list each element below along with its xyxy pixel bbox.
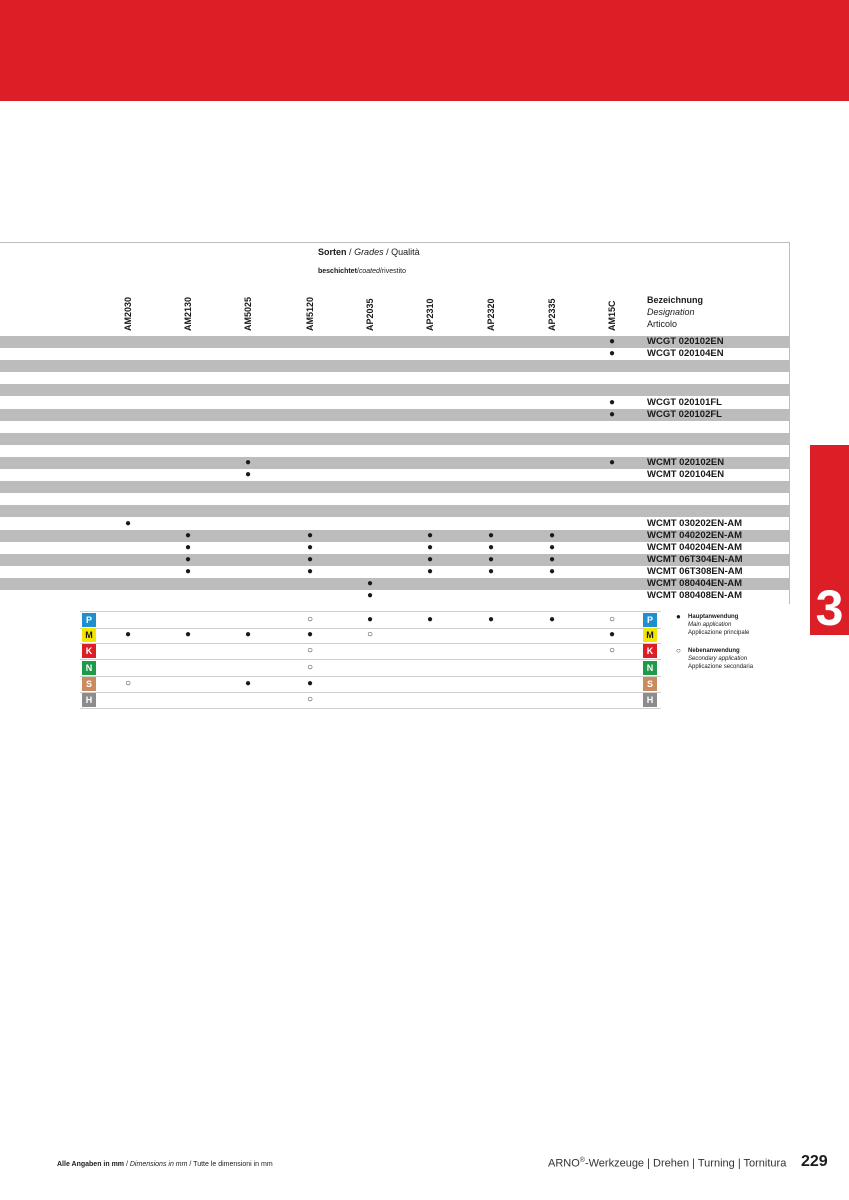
main-application-icon: ● xyxy=(548,614,556,625)
filled-dot-icon: ● xyxy=(676,612,681,621)
material-row-k xyxy=(80,643,661,660)
table-row xyxy=(0,481,789,493)
material-row-n xyxy=(80,660,661,677)
page-number: 229 xyxy=(801,1153,828,1170)
application-dot-icon: ● xyxy=(487,565,495,577)
material-label-s: S xyxy=(643,677,657,691)
grade-header-am2030: AM2030 xyxy=(123,296,133,331)
application-dot-icon: ● xyxy=(306,565,314,577)
top-color-band xyxy=(0,0,849,101)
application-dot-icon: ● xyxy=(124,517,132,529)
designation-cell: WCMT 080404EN-AM xyxy=(647,578,743,589)
application-dot-icon: ● xyxy=(244,469,252,481)
grades-header: Sorten / Grades / Qualità xyxy=(318,247,420,257)
secondary-application-icon: ○ xyxy=(366,629,374,641)
main-application-icon: ● xyxy=(244,677,252,689)
table-row xyxy=(0,348,789,360)
table-row xyxy=(0,409,789,421)
application-dot-icon: ● xyxy=(306,553,314,565)
grade-header-ap2310: AP2310 xyxy=(425,298,435,331)
grade-header-am5120: AM5120 xyxy=(305,296,315,331)
secondary-application-icon: ○ xyxy=(124,677,132,689)
table-row xyxy=(0,493,789,505)
material-label-m: M xyxy=(82,628,96,642)
application-dot-icon: ● xyxy=(608,336,616,347)
material-label-h: H xyxy=(643,693,657,707)
chapter-tab[interactable] xyxy=(810,445,849,635)
main-application-icon: ● xyxy=(124,629,132,641)
secondary-application-icon: ○ xyxy=(306,694,314,705)
designation-cell: WCMT 06T304EN-AM xyxy=(647,553,743,565)
legend-secondary-en: Secondary application xyxy=(688,656,748,662)
application-dot-icon: ● xyxy=(184,529,192,541)
table-row xyxy=(0,336,789,348)
table-row xyxy=(0,384,789,396)
designation-cell: WCMT 020104EN xyxy=(647,469,725,481)
material-label-p: P xyxy=(643,613,657,627)
secondary-application-icon: ○ xyxy=(608,645,616,657)
material-label-s: S xyxy=(82,677,96,691)
legend-main-de: Hauptanwendung xyxy=(688,614,739,620)
application-dot-icon: ● xyxy=(426,553,434,565)
application-dot-icon: ● xyxy=(487,541,495,553)
table-row xyxy=(0,433,789,445)
grade-header-am5025: AM5025 xyxy=(243,296,253,331)
application-dot-icon: ● xyxy=(184,565,192,577)
application-dot-icon: ● xyxy=(184,553,192,565)
material-label-n: N xyxy=(82,661,96,675)
table-row xyxy=(0,457,789,469)
material-label-m: M xyxy=(643,628,657,642)
main-application-icon: ● xyxy=(366,614,374,625)
designation-cell: WCMT 040202EN-AM xyxy=(647,529,743,541)
application-dot-icon: ● xyxy=(608,408,616,420)
designation-header-it: Articolo xyxy=(647,319,678,329)
legend-secondary-it: Applicazione secondaria xyxy=(688,664,754,670)
coated-header: beschichtet/coated/rivestito xyxy=(318,268,406,275)
designation-cell: WCGT 020102FL xyxy=(647,408,722,420)
designation-cell: WCMT 030202EN-AM xyxy=(647,517,743,529)
application-dot-icon: ● xyxy=(548,529,556,541)
table-row xyxy=(0,421,789,433)
chapter-number: 3 xyxy=(815,580,844,636)
application-dot-icon: ● xyxy=(426,565,434,577)
footer-section-title: ARNO®-Werkzeuge | Drehen | Turning | Tornitura xyxy=(548,1157,787,1170)
grade-header-ap2335: AP2335 xyxy=(547,298,557,331)
table-row xyxy=(0,360,789,372)
table-row xyxy=(0,590,789,602)
secondary-application-icon: ○ xyxy=(306,614,314,625)
secondary-application-icon: ○ xyxy=(608,614,616,625)
application-dot-icon: ● xyxy=(548,541,556,553)
application-dot-icon: ● xyxy=(244,457,252,468)
material-label-h: H xyxy=(82,693,96,707)
application-dot-icon: ● xyxy=(366,590,374,602)
application-dot-icon: ● xyxy=(548,553,556,565)
material-row-h xyxy=(80,692,661,709)
designation-cell: WCMT 06T308EN-AM xyxy=(647,565,743,577)
main-application-icon: ● xyxy=(306,677,314,689)
designation-header xyxy=(647,294,703,330)
hollow-dot-icon: ○ xyxy=(676,646,681,655)
table-row xyxy=(0,566,789,578)
material-label-k: K xyxy=(643,644,657,658)
material-label-p: P xyxy=(82,613,96,627)
application-dot-icon: ● xyxy=(608,348,616,360)
material-label-k: K xyxy=(82,644,96,658)
table-row xyxy=(0,578,789,590)
main-application-icon: ● xyxy=(184,629,192,641)
footer-dimensions-note: Alle Angaben in mm / Dimensions in mm / Tutte le dimensioni in mm xyxy=(57,1161,273,1168)
application-dot-icon: ● xyxy=(184,541,192,553)
application-dot-icon: ● xyxy=(366,578,374,589)
grade-header-am15c: AM15C xyxy=(607,300,617,331)
main-application-icon: ● xyxy=(306,629,314,641)
grade-header-ap2320: AP2320 xyxy=(486,298,496,331)
legend-main-en: Main application xyxy=(688,622,732,628)
application-dot-icon: ● xyxy=(548,565,556,577)
designation-cell: WCMT 040204EN-AM xyxy=(647,541,743,553)
designation-header-de: Bezeichnung xyxy=(647,295,704,305)
application-dot-icon: ● xyxy=(426,529,434,541)
application-dot-icon: ● xyxy=(487,529,495,541)
main-application-icon: ● xyxy=(426,614,434,625)
main-application-icon: ● xyxy=(244,629,252,641)
designation-cell: WCMT 020102EN xyxy=(647,457,725,468)
secondary-application-icon: ○ xyxy=(306,645,314,657)
table-row xyxy=(0,554,789,566)
table-row xyxy=(0,469,789,481)
table-row xyxy=(0,372,789,384)
table-row xyxy=(0,445,789,457)
main-application-icon: ● xyxy=(608,629,616,641)
application-dot-icon: ● xyxy=(306,541,314,553)
application-dot-icon: ● xyxy=(426,541,434,553)
material-row-s xyxy=(80,676,661,693)
designation-cell: WCMT 080408EN-AM xyxy=(647,590,743,602)
table-row xyxy=(0,542,789,554)
legend-main-it: Applicazione principale xyxy=(688,630,750,636)
designation-cell: WCGT 020101FL xyxy=(647,396,722,408)
material-label-n: N xyxy=(643,661,657,675)
table-row xyxy=(0,397,789,409)
application-dot-icon: ● xyxy=(608,457,616,468)
table-row xyxy=(0,505,789,517)
designation-cell: WCGT 020104EN xyxy=(647,348,724,360)
application-dot-icon: ● xyxy=(306,529,314,541)
application-dot-icon: ● xyxy=(487,553,495,565)
designation-header-en: Designation xyxy=(647,307,695,317)
main-application-icon: ● xyxy=(487,614,495,625)
application-dot-icon: ● xyxy=(608,396,616,408)
grade-header-ap2035: AP2035 xyxy=(365,298,375,331)
designation-cell: WCGT 020102EN xyxy=(647,336,724,347)
grade-header-am2130: AM2130 xyxy=(183,296,193,331)
legend-secondary-de: Nebenanwendung xyxy=(688,648,740,654)
table-row xyxy=(0,518,789,530)
material-row-m xyxy=(80,627,661,644)
secondary-application-icon: ○ xyxy=(306,661,314,673)
table-row xyxy=(0,530,789,542)
